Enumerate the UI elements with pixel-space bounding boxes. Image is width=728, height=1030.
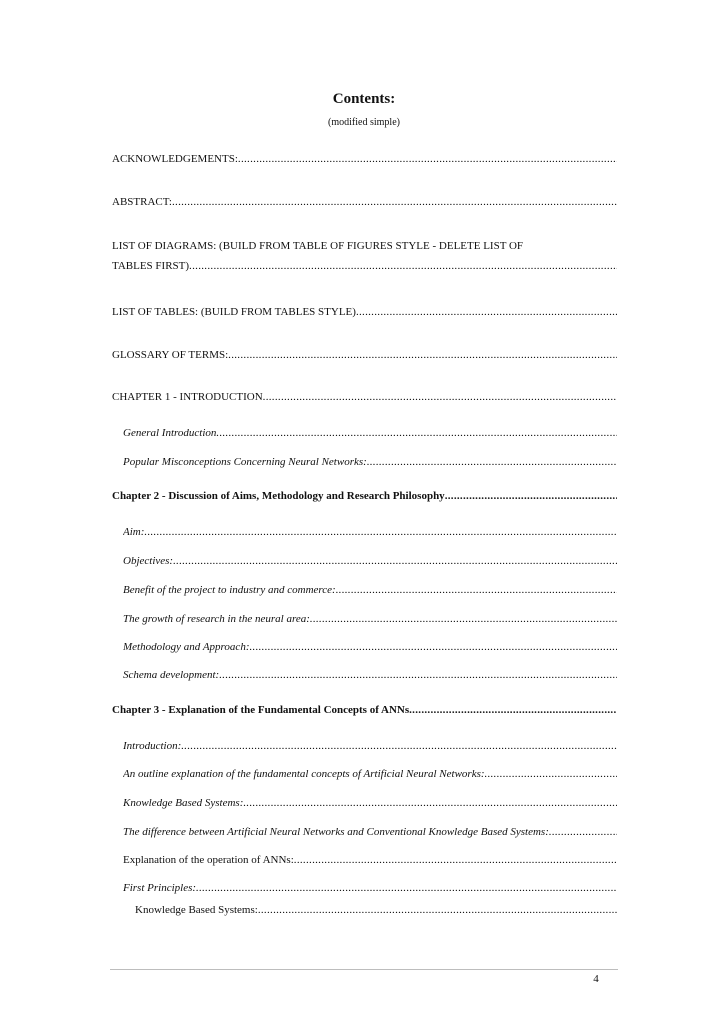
toc-entry-label: Benefit of the project to industry and commerce: bbox=[123, 584, 336, 596]
toc-entry-ch3-kbs-sub[interactable] bbox=[135, 903, 617, 917]
toc-entry-ch3-first-principles[interactable] bbox=[123, 881, 617, 895]
toc-entry-abstract[interactable] bbox=[112, 195, 617, 209]
toc-entry-glossary[interactable] bbox=[112, 348, 617, 362]
toc-entry-label: Explanation of the operation of ANNs: bbox=[123, 854, 294, 866]
dot-leader bbox=[310, 612, 617, 626]
page-subtitle: (modified simple) bbox=[328, 117, 400, 128]
toc-entry-acknowledgements[interactable] bbox=[112, 152, 617, 166]
dot-leader bbox=[196, 881, 617, 895]
toc-entry-ch3-introduction[interactable] bbox=[123, 739, 617, 753]
toc-entry-label: General Introduction bbox=[123, 427, 217, 439]
toc-entry-ch2-benefit[interactable] bbox=[123, 583, 617, 597]
toc-entry-label: The growth of research in the neural area: bbox=[123, 613, 310, 625]
page-title: Contents: bbox=[332, 91, 396, 107]
toc-entry-label: LIST OF TABLES: (BUILD FROM TABLES STYLE) bbox=[112, 306, 356, 318]
toc-entry-label: Introduction: bbox=[123, 740, 182, 752]
dot-leader bbox=[263, 390, 617, 404]
dot-leader bbox=[181, 739, 617, 753]
dot-leader bbox=[238, 152, 617, 166]
dot-leader bbox=[445, 489, 617, 503]
dot-leader bbox=[549, 825, 617, 839]
toc-entry-ch3-outline[interactable] bbox=[123, 767, 617, 781]
toc-entry-label: Methodology and Approach: bbox=[123, 641, 250, 653]
dot-leader bbox=[336, 583, 617, 597]
dot-leader bbox=[409, 703, 617, 717]
toc-entry-label: ABSTRACT: bbox=[112, 196, 172, 208]
toc-entry-ch2-methodology[interactable] bbox=[123, 640, 617, 654]
dot-leader bbox=[356, 305, 617, 319]
dot-leader bbox=[243, 796, 617, 810]
toc-entry-label: TABLES FIRST) bbox=[112, 260, 190, 272]
toc-entry-label: Knowledge Based Systems: bbox=[135, 904, 258, 916]
page-number: 4 bbox=[593, 973, 599, 985]
toc-entry-ch2-objectives[interactable] bbox=[123, 554, 617, 568]
toc-entry-label: Chapter 2 - Discussion of Aims, Methodology and Research Philosophy bbox=[112, 490, 445, 502]
toc-entry-ch3-operation[interactable] bbox=[123, 853, 617, 867]
toc-entry-label: Aim: bbox=[123, 526, 145, 538]
toc-entry-diagrams[interactable] bbox=[112, 259, 617, 273]
dot-leader bbox=[485, 767, 617, 781]
dot-leader bbox=[189, 259, 617, 273]
toc-entry-label: Popular Misconceptions Concerning Neural Networks: bbox=[123, 456, 367, 468]
dot-leader bbox=[249, 640, 617, 654]
dot-leader bbox=[173, 554, 617, 568]
dot-leader bbox=[216, 426, 617, 440]
toc-entry-ch3-difference[interactable] bbox=[123, 825, 617, 839]
toc-entry-ch2-growth[interactable] bbox=[123, 612, 617, 626]
toc-entry-ch1-general[interactable] bbox=[123, 426, 617, 440]
toc-entry-ch2-aim[interactable] bbox=[123, 525, 617, 539]
toc-entry-label: Schema development: bbox=[123, 669, 220, 681]
dot-leader bbox=[219, 668, 617, 682]
toc-entry-label: An outline explanation of the fundamental concepts of Artificial Neural Networks: bbox=[123, 768, 485, 780]
toc-entry-label: ACKNOWLEDGEMENTS: bbox=[112, 153, 238, 165]
dot-leader bbox=[258, 903, 617, 917]
toc-entry-label: CHAPTER 1 - INTRODUCTION bbox=[112, 391, 263, 403]
toc-entry-ch3-kbs[interactable] bbox=[123, 796, 617, 810]
toc-entry-label: Knowledge Based Systems: bbox=[123, 797, 244, 809]
dot-leader bbox=[367, 455, 617, 469]
toc-entry-label: Objectives: bbox=[123, 555, 174, 567]
toc-entry-label: Chapter 3 - Explanation of the Fundamental Concepts of ANNs bbox=[112, 704, 410, 716]
toc-entry-label: GLOSSARY OF TERMS: bbox=[112, 349, 229, 361]
dot-leader bbox=[228, 348, 617, 362]
dot-leader bbox=[144, 525, 617, 539]
toc-entry-label: The difference between Artificial Neural Networks and Conventional Knowledge Based Systems: bbox=[123, 826, 549, 838]
toc-entry-chapter1[interactable] bbox=[112, 390, 617, 404]
toc-entry-chapter2[interactable] bbox=[112, 489, 617, 503]
toc-entry-label: First Principles: bbox=[123, 882, 197, 894]
toc-entry-diagrams-line1[interactable]: LIST OF DIAGRAMS: (BUILD FROM TABLE OF FIGURES STYLE - DELETE LIST OF bbox=[112, 240, 524, 252]
dot-leader bbox=[294, 853, 617, 867]
toc-entry-tables[interactable] bbox=[112, 305, 617, 319]
footer-divider bbox=[110, 969, 618, 970]
toc-entry-ch1-misconceptions[interactable] bbox=[123, 455, 617, 469]
toc-entry-ch2-schema[interactable] bbox=[123, 668, 617, 682]
toc-entry-chapter3[interactable] bbox=[112, 703, 617, 717]
dot-leader bbox=[172, 195, 617, 209]
